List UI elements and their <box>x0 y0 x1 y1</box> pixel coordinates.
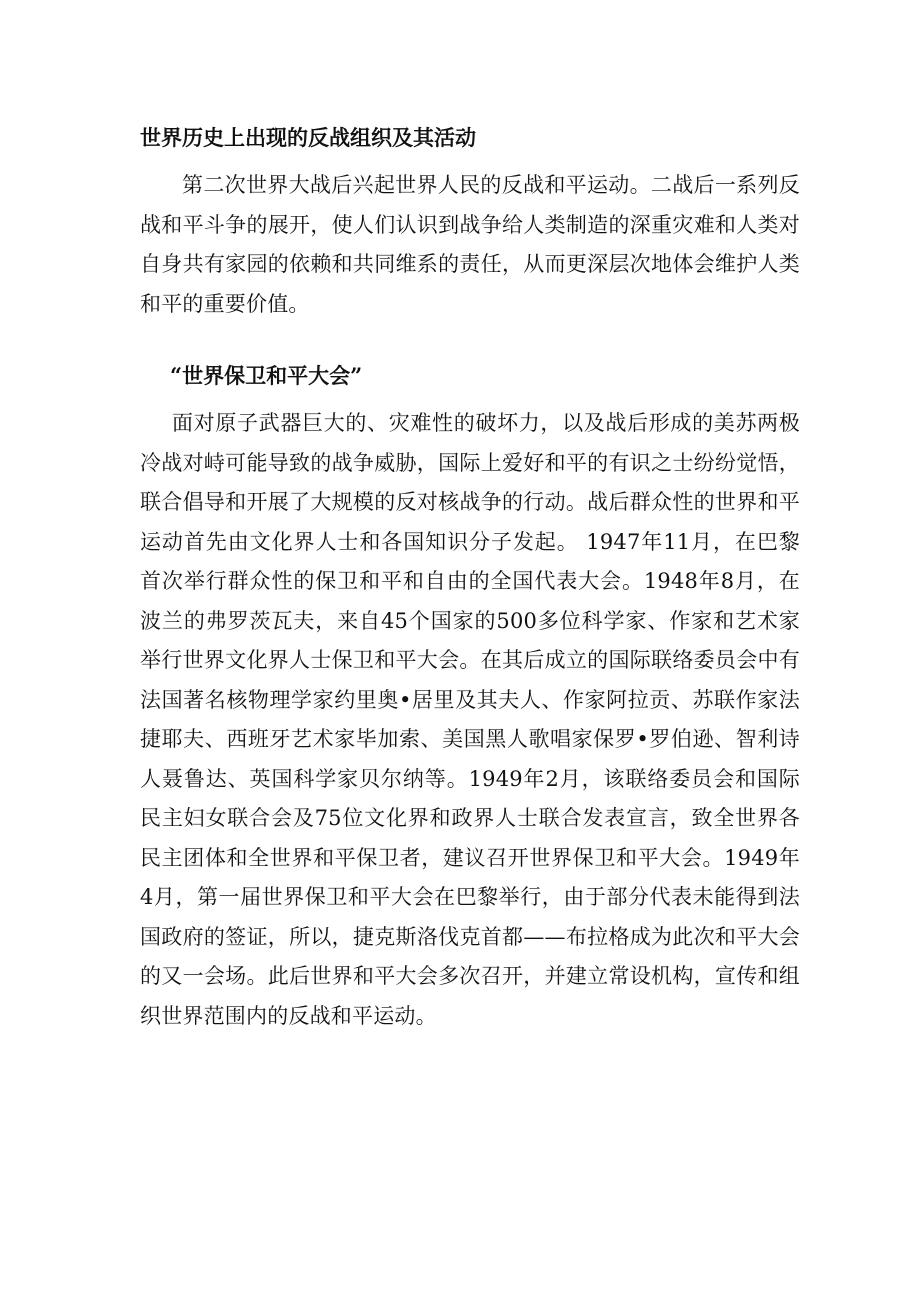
section-heading: “世界保卫和平大会” <box>170 363 363 388</box>
section-paragraph: 面对原子武器巨大的、灾难性的破坏力，以及战后形成的美苏两极冷战对峙可能导致的战争威胁，国际上爱好和平的有识之士纷纷觉悟，联合倡导和开展了大规模的反对核战争的行动。战后群众性的世界和平运动首先由文化界人士和各国知识分子发起。 1947年11月，在巴黎首次举行群众性的保卫和平和自由的全国代表大会。1948年8月，在波兰的弗罗茨瓦夫，来自45个国家的500多位科学家、作家和艺术家举行世界文化界人士保卫和平大会。在其后成立的国际联络委员会中有法国著名核物理学家约里奥•居里及其夫人、作家阿拉贡、苏联作家法捷耶夫、西班牙艺术家毕加索、美国黑人歌唱家保罗•罗伯逊、智利诗人聂鲁达、英国科学家贝尔纳等。1949年2月，该联络委员会和国际民主妇女联合会及75位文化界和政界人士联合发表宣言，致全世界各民主团体和全世界和平保卫者，建议召开世界保卫和平大会。1949年4月，第一届世界保卫和平大会在巴黎举行，由于部分代表未能得到法国政府的签证，所以，捷克斯洛伐克首都——布拉格成为此次和平大会的又一会场。此后世界和平大会多次召开，并建立常设机构，宣传和组织世界范围内的反战和平运动。 <box>140 411 800 1028</box>
document-title: 世界历史上出现的反战组织及其活动 <box>140 125 476 150</box>
intro-paragraph: 第二次世界大战后兴起世界人民的反战和平运动。二战后一系列反战和平斗争的展开，使人们认识到战争给人类制造的深重灾难和人类对自身共有家园的依赖和共同维系的责任，从而更深层次地体会维护人类和平的重要价值。 <box>140 173 800 316</box>
